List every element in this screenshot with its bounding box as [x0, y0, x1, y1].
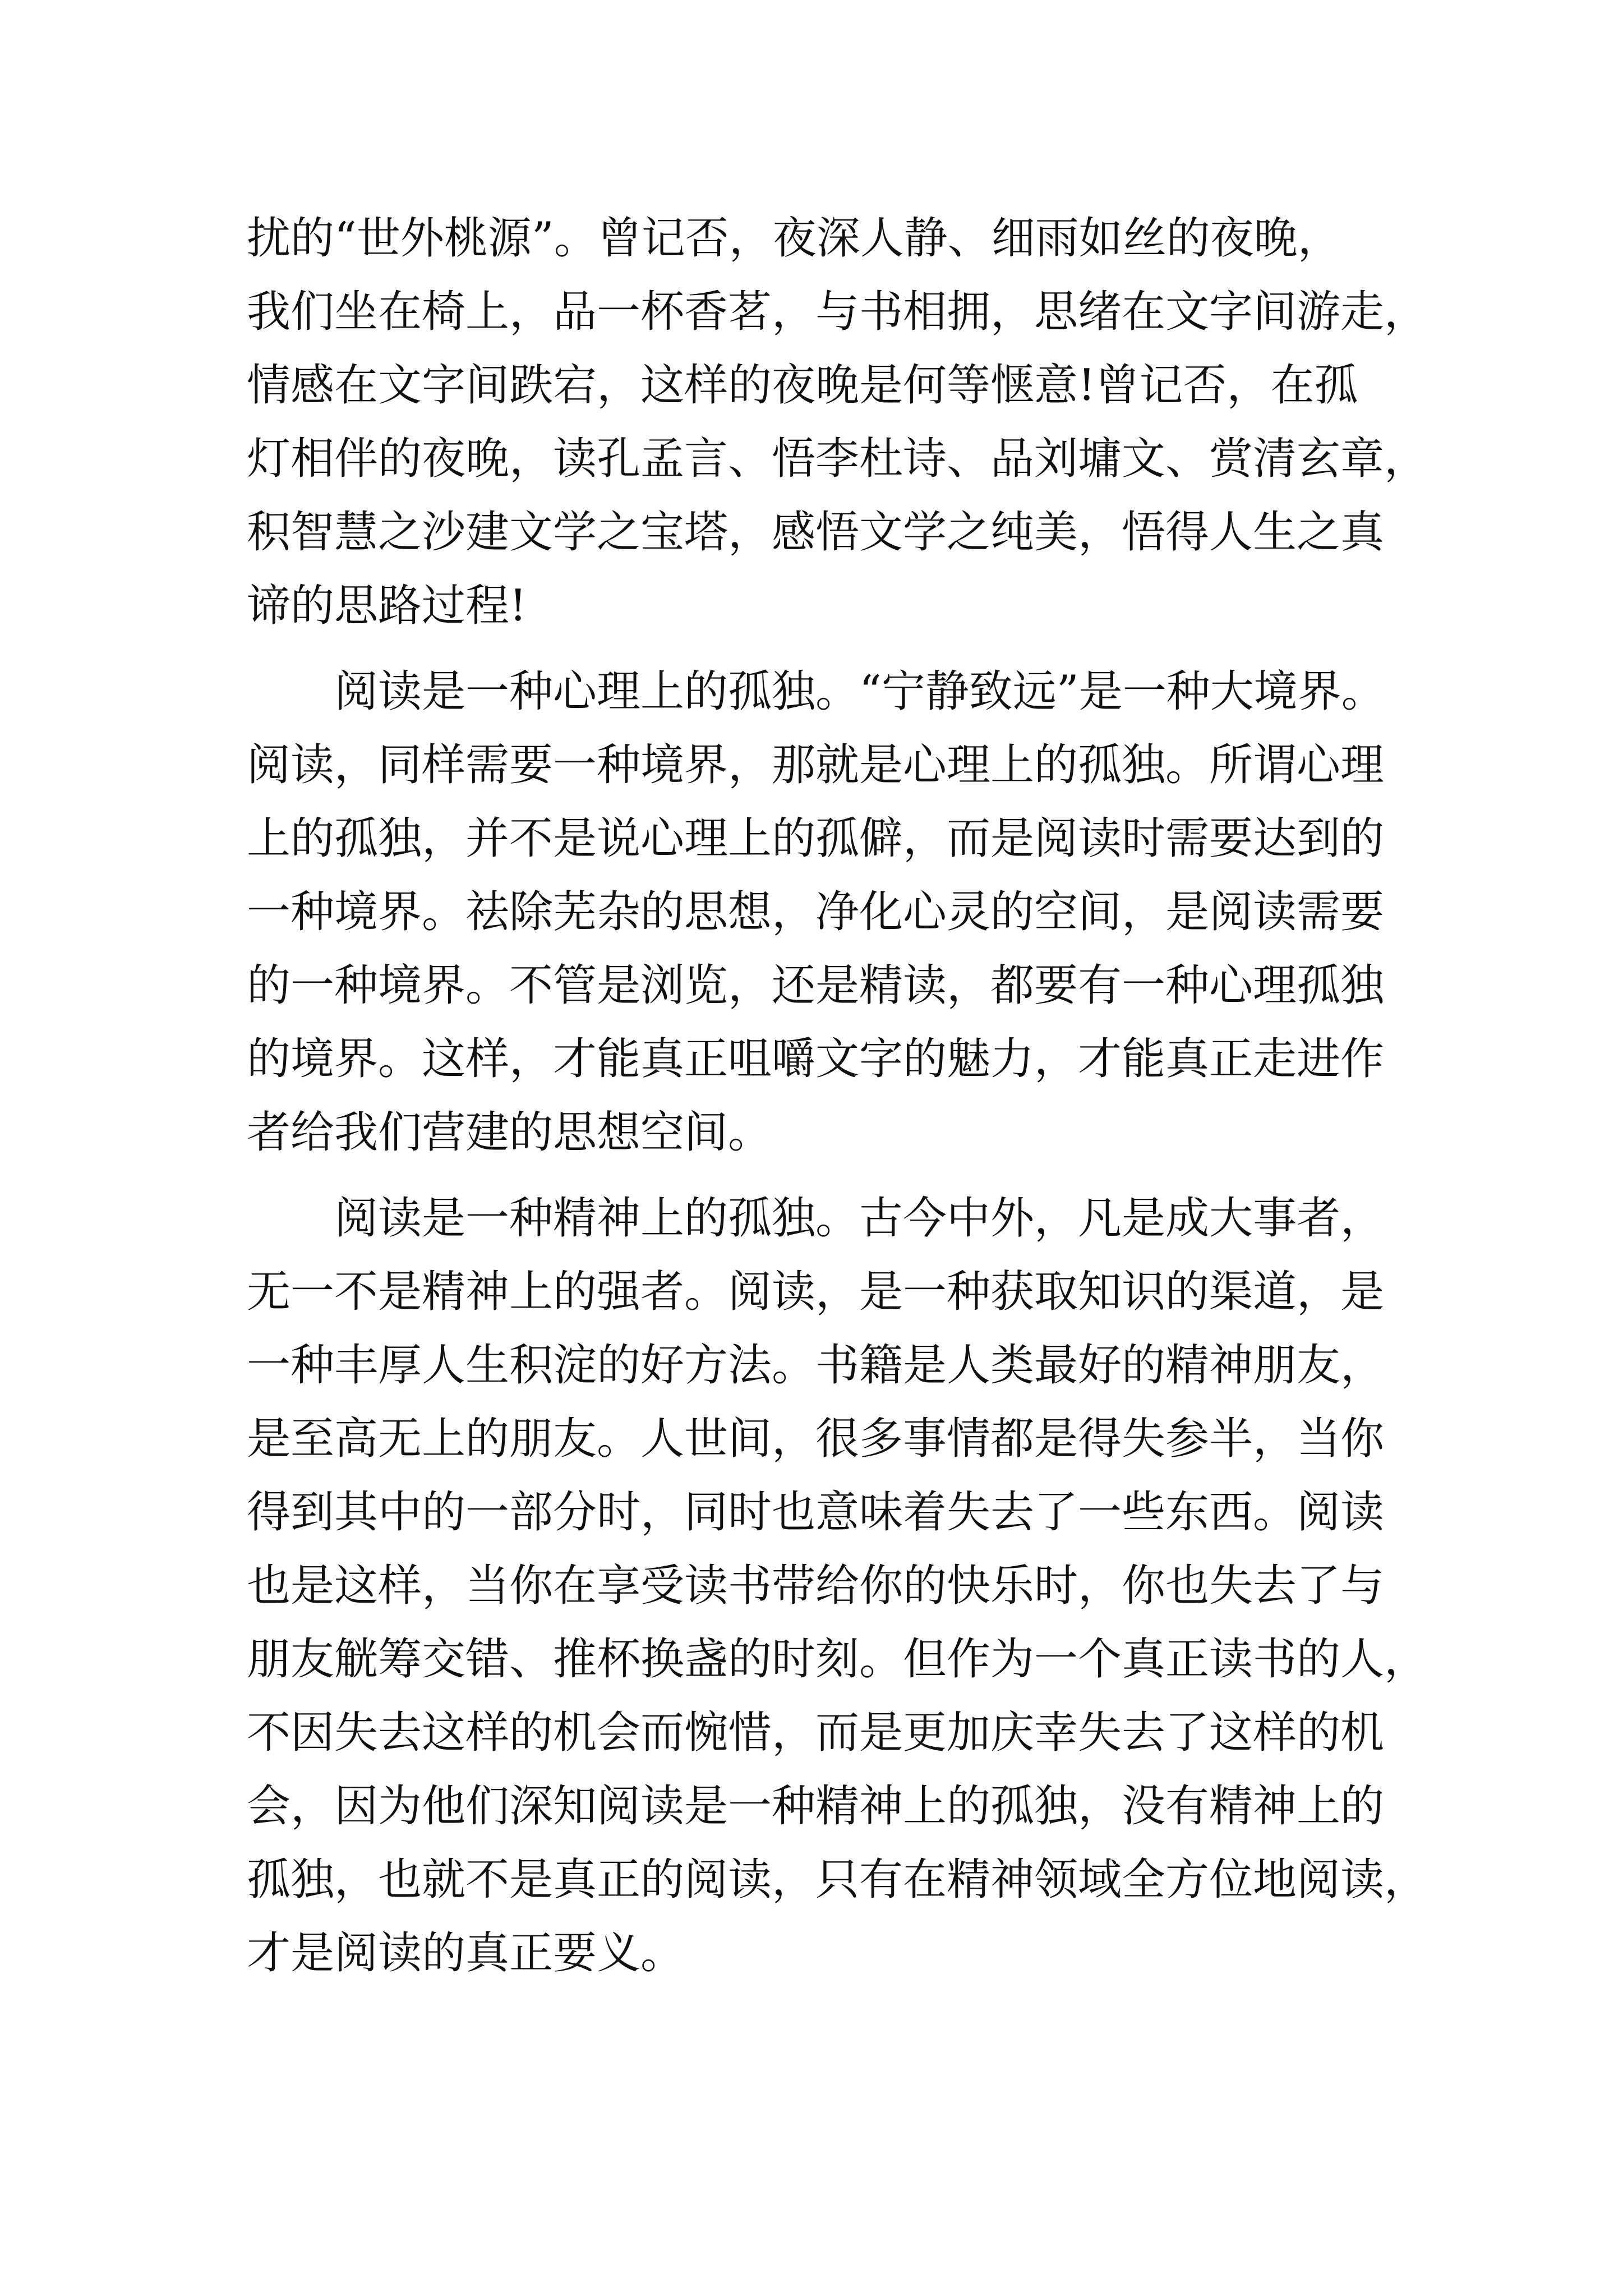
text-line: 者给我们营建的思想空间。	[247, 1107, 772, 1158]
text-line: 会，因为他们深知阅读是一种精神上的孤独，没有精神上的	[247, 1781, 1385, 1832]
text-line: 阅读是一种心理上的孤独。“宁静致远”是一种大境界。	[247, 666, 1385, 717]
paragraph-mind	[247, 655, 1391, 1170]
text-line: 的一种境界。不管是浏览，还是精读，都要有一种心理孤独	[247, 960, 1385, 1011]
paragraph-continued	[247, 202, 1428, 643]
text-line: 一种境界。祛除芜杂的思想，净化心灵的空间，是阅读需要	[247, 887, 1385, 937]
text-line: 不因失去这样的机会而惋惜，而是更加庆幸失去了这样的机	[247, 1708, 1385, 1758]
text-line: 情感在文字间跌宕，这样的夜晚是何等惬意!曾记否，在孤	[247, 360, 1358, 411]
text-line: 阅读，同样需要一种境界，那就是心理上的孤独。所谓心理	[247, 740, 1385, 790]
text-line: 上的孤独，并不是说心理上的孤僻，而是阅读时需要达到的	[247, 813, 1385, 864]
text-line: 才是阅读的真正要义。	[247, 1928, 685, 1978]
paragraph-spirit	[247, 1182, 1428, 1990]
text-line: 扰的“世外桃源”。曾记否，夜深人静、细雨如丝的夜晚，	[247, 213, 1341, 264]
text-line: 谛的思路过程!	[247, 581, 527, 631]
text-line: 是至高无上的朋友。人世间，很多事情都是得失参半，当你	[247, 1414, 1385, 1464]
paragraph-spacer	[247, 643, 1391, 655]
text-line: 阅读是一种精神上的孤独。古今中外，凡是成大事者，	[247, 1193, 1385, 1244]
text-line: 得到其中的一部分时，同时也意味着失去了一些东西。阅读	[247, 1487, 1385, 1538]
text-line: 的境界。这样，才能真正咀嚼文字的魅力，才能真正走进作	[247, 1034, 1385, 1084]
text-line: 无一不是精神上的强者。阅读，是一种获取知识的渠道，是	[247, 1267, 1385, 1317]
text-line: 我们坐在椅上，品一杯香茗，与书相拥，思绪在文字间游走，	[247, 287, 1428, 337]
text-line: 孤独，也就不是真正的阅读，只有在精神领域全方位地阅读，	[247, 1855, 1428, 1905]
text-line: 朋友觥筹交错、推杯换盏的时刻。但作为一个真正读书的人，	[247, 1634, 1428, 1685]
text-line: 也是这样，当你在享受读书带给你的快乐时，你也失去了与	[247, 1561, 1385, 1611]
text-line: 灯相伴的夜晚，读孔孟言、悟李杜诗、品刘墉文、赏清玄章，	[247, 434, 1428, 484]
text-line: 积智慧之沙建文学之宝塔，感悟文学之纯美，悟得人生之真	[247, 507, 1385, 558]
text-line: 一种丰厚人生积淀的好方法。书籍是人类最好的精神朋友，	[247, 1340, 1385, 1391]
document-body	[247, 202, 1428, 1990]
paragraph-spacer	[247, 1170, 1391, 1182]
